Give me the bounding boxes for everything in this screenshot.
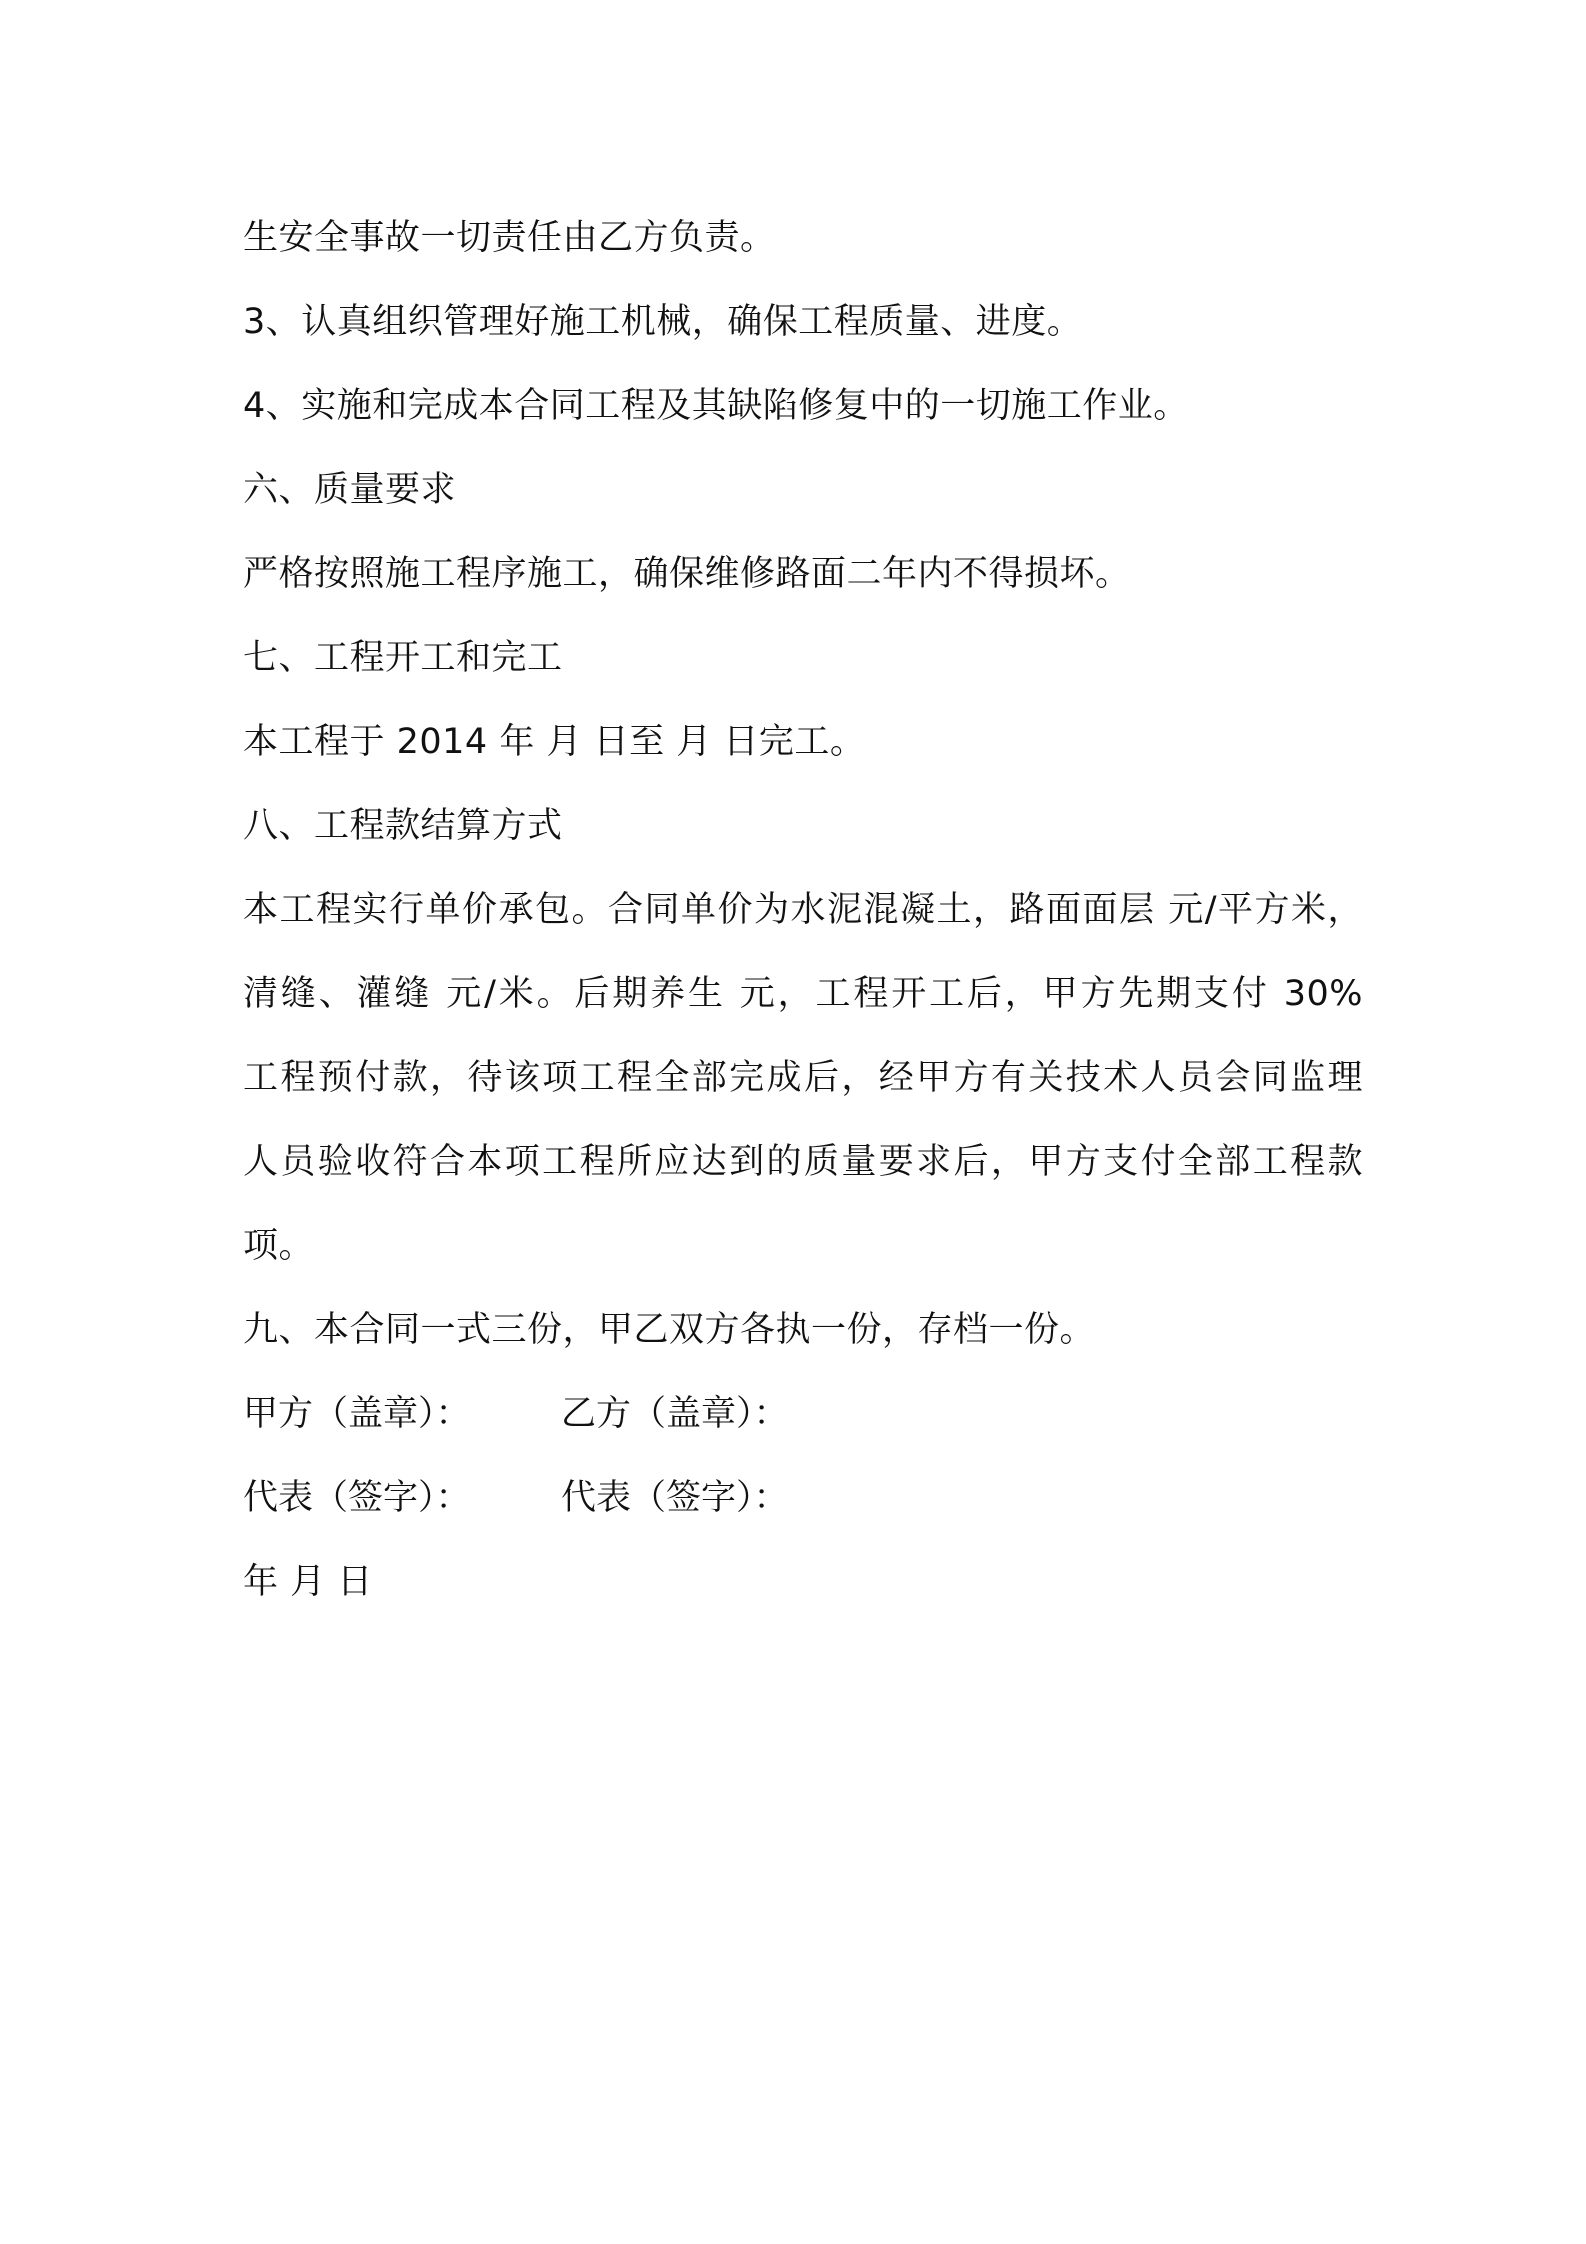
party-a-seal-label: 甲方（盖章）： bbox=[243, 1394, 471, 1434]
date-line: 年 月 日 bbox=[243, 1562, 373, 1602]
text-line: 3、认真组织管理好施工机械，确保工程质量、进度。 bbox=[243, 302, 1083, 342]
section-heading-payment: 八、工程款结算方式 bbox=[243, 806, 563, 846]
party-b-rep-label: 代表（签字）： bbox=[561, 1478, 789, 1518]
payment-paragraph-line: 本工程实行单价承包。合同单价为水泥混凝土，路面面层 元/平方米， bbox=[243, 890, 1363, 930]
party-b-seal-label: 乙方（盖章）： bbox=[561, 1394, 789, 1434]
document-body bbox=[243, 196, 1363, 1624]
party-a-rep-label: 代表（签字）： bbox=[243, 1478, 471, 1518]
payment-paragraph-line: 清缝、灌缝 元/米。后期养生 元，工程开工后，甲方先期支付 30% bbox=[243, 974, 1363, 1014]
payment-paragraph-line: 工程预付款，待该项工程全部完成后，经甲方有关技术人员会同监理 bbox=[243, 1058, 1363, 1098]
payment-paragraph-line: 人员验收符合本项工程所应达到的质量要求后，甲方支付全部工程款 bbox=[243, 1142, 1363, 1182]
seal-row bbox=[243, 1372, 1363, 1456]
section-heading-schedule: 七、工程开工和完工 bbox=[243, 638, 563, 678]
representative-row bbox=[243, 1456, 1363, 1540]
payment-paragraph-line: 项。 bbox=[243, 1226, 315, 1266]
text-line: 严格按照施工程序施工，确保维修路面二年内不得损坏。 bbox=[243, 554, 1131, 594]
section-heading-quality: 六、质量要求 bbox=[243, 470, 457, 510]
text-line: 4、实施和完成本合同工程及其缺陷修复中的一切施工作业。 bbox=[243, 386, 1189, 426]
copies-clause: 九、本合同一式三份，甲乙双方各执一份，存档一份。 bbox=[243, 1310, 1096, 1350]
text-line: 生安全事故一切责任由乙方负责。 bbox=[243, 218, 776, 258]
text-line: 本工程于 2014 年 月 日至 月 日完工。 bbox=[243, 722, 866, 762]
